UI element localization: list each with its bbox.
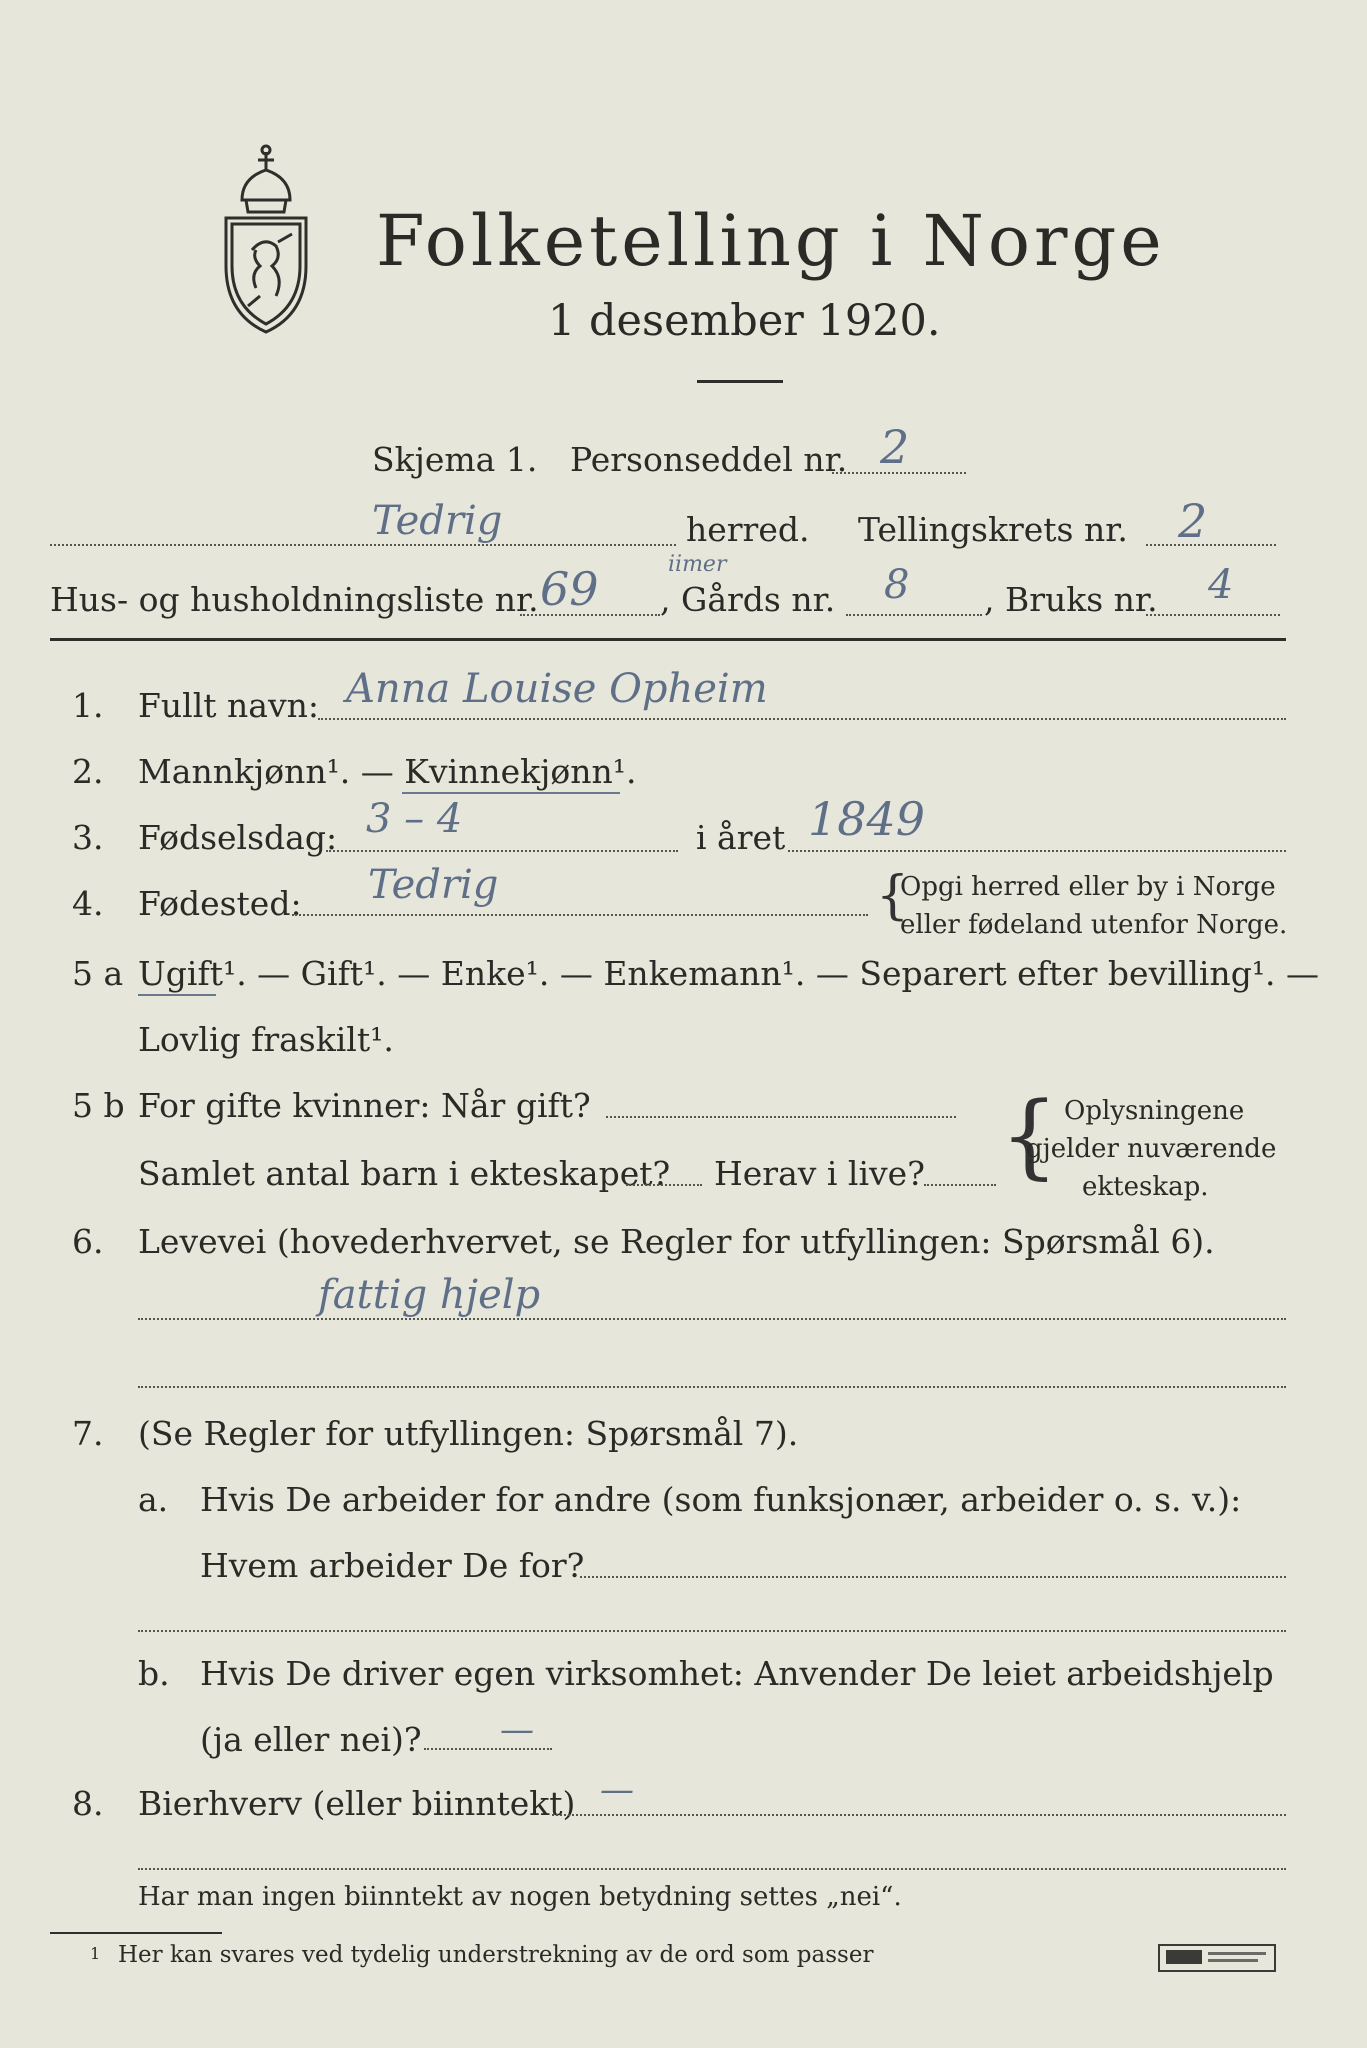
q4-note-line1: Opgi herred eller by i Norge <box>900 872 1276 902</box>
husholdningsliste-label: Hus- og husholdningsliste nr. <box>50 580 539 619</box>
q5b-children-label: Samlet antal barn i ekteskapet? <box>138 1154 671 1193</box>
q5b-note-line1: Oplysningene <box>1064 1096 1245 1126</box>
q6-line2 <box>138 1386 1286 1388</box>
q7-label: (Se Regler for utfyllingen: Spørsmål 7). <box>138 1414 799 1453</box>
marital-status-options-cont: Lovlig fraskilt¹. <box>138 1020 394 1059</box>
full-name-value[interactable]: Anna Louise Opheim <box>346 666 768 712</box>
marital-underline-mark <box>138 994 216 996</box>
hired-help-value[interactable]: — <box>500 1710 534 1750</box>
occupation-value[interactable]: fattig hjelp <box>318 1272 541 1318</box>
census-date: 1 desember 1920. <box>548 296 941 346</box>
q8-extra-line <box>138 1868 1286 1870</box>
personseddel-value[interactable]: 2 <box>880 420 910 474</box>
footer-note: Har man ingen biinntekt av nogen betydning settes „nei“. <box>138 1882 902 1912</box>
q7a-employer-line <box>580 1576 1286 1578</box>
q5b-married-label: For gifte kvinner: Når gift? <box>138 1086 591 1125</box>
norway-coat-of-arms-icon <box>212 138 320 338</box>
q5b-children-line <box>626 1184 702 1186</box>
gards-label: , Gårds nr. <box>660 580 836 619</box>
title-divider <box>697 380 783 383</box>
side-income-value[interactable]: — <box>600 1770 634 1810</box>
gards-value[interactable]: 8 <box>884 562 910 608</box>
header-divider <box>50 638 1286 641</box>
q6-number: 6. <box>72 1222 104 1261</box>
q5b-alive-line <box>924 1184 996 1186</box>
page-title: Folketelling i Norge <box>376 200 1166 282</box>
q3-label: Fødselsdag: <box>138 818 338 857</box>
q7a-line2: Hvem arbeider De for? <box>200 1546 585 1585</box>
bruks-value[interactable]: 4 <box>1208 562 1234 608</box>
q7a-extra-line <box>138 1630 1286 1632</box>
q8-number: 8. <box>72 1784 104 1823</box>
q5b-note-line3: ekteskap. <box>1082 1172 1209 1202</box>
q8-label: Bierhverv (eller biinntekt) <box>138 1784 576 1823</box>
q7b-line2: (ja eller nei)? <box>200 1720 422 1759</box>
q7-number: 7. <box>72 1414 104 1453</box>
birthplace-value[interactable]: Tedrig <box>368 862 499 908</box>
q1-number: 1. <box>72 686 104 725</box>
q4-note-brace: { <box>876 866 910 926</box>
q3-line <box>326 850 678 852</box>
q3-number: 3. <box>72 818 104 857</box>
q7b-line1: Hvis De driver egen virksomhet: Anvender De leiet arbeidshjelp <box>200 1654 1274 1693</box>
tellingskrets-label: Tellingskrets nr. <box>858 510 1128 549</box>
birth-year-value[interactable]: 1849 <box>808 792 926 846</box>
q7b-letter: b. <box>138 1654 170 1693</box>
printer-stamp-icon <box>1158 1944 1276 1972</box>
skjema-label: Skjema 1. <box>372 440 538 479</box>
q3-year-line <box>788 850 1286 852</box>
q5b-number: 5 b <box>72 1086 125 1125</box>
husholdningsliste-value[interactable]: 69 <box>540 562 599 616</box>
q8-line <box>552 1814 1286 1816</box>
herred-value[interactable]: Tedrig <box>372 498 503 544</box>
q3-year-label: i året <box>696 818 786 857</box>
q5b-note-line2: gjelder nuværende <box>1026 1134 1277 1164</box>
q1-line <box>318 718 1286 720</box>
tellingskrets-value[interactable]: 2 <box>1178 494 1208 548</box>
q5b-alive-label: Herav i live? <box>714 1154 925 1193</box>
q5a-number: 5 a <box>72 954 124 993</box>
bruks-line <box>1146 614 1280 616</box>
q5b-note-brace: { <box>1000 1082 1059 1189</box>
gards-line <box>846 614 982 616</box>
q7a-letter: a. <box>138 1480 169 1519</box>
q4-line <box>292 914 868 916</box>
gender-underline-mark <box>402 792 620 794</box>
footnote-text: Her kan svares ved tydelig understrekning av de ord som passer <box>118 1942 874 1968</box>
tellingskrets-line <box>1146 544 1276 546</box>
q4-number: 4. <box>72 884 104 923</box>
personseddel-label: Personseddel nr. <box>570 440 848 479</box>
bruks-label: , Bruks nr. <box>984 580 1158 619</box>
herred-line <box>50 544 676 546</box>
q7a-line1: Hvis De arbeider for andre (som funksjonær, arbeider o. s. v.): <box>200 1480 1242 1519</box>
marital-status-options: Ugift¹. — Gift¹. — Enke¹. — Enkemann¹. — Separert efter bevilling¹. — <box>138 954 1320 993</box>
footnote-divider <box>50 1932 222 1934</box>
q6-label: Levevei (hovederhvervet, se Regler for utfyllingen: Spørsmål 6). <box>138 1222 1215 1261</box>
q4-note-line2: eller fødeland utenfor Norge. <box>900 910 1288 940</box>
q4-label: Fødested: <box>138 884 302 923</box>
birth-date-value[interactable]: 3 – 4 <box>366 796 463 842</box>
gender-options: Mannkjønn¹. — Kvinnekjønn¹. <box>138 752 637 791</box>
q2-number: 2. <box>72 752 104 791</box>
q5b-married-line <box>606 1116 956 1118</box>
q6-line1 <box>138 1318 1286 1320</box>
footnote-mark: 1 <box>90 1944 101 1963</box>
herred-label: herred. <box>686 510 810 549</box>
husholdningsliste-note: iimer <box>668 552 727 577</box>
q1-label: Fullt navn: <box>138 686 319 725</box>
